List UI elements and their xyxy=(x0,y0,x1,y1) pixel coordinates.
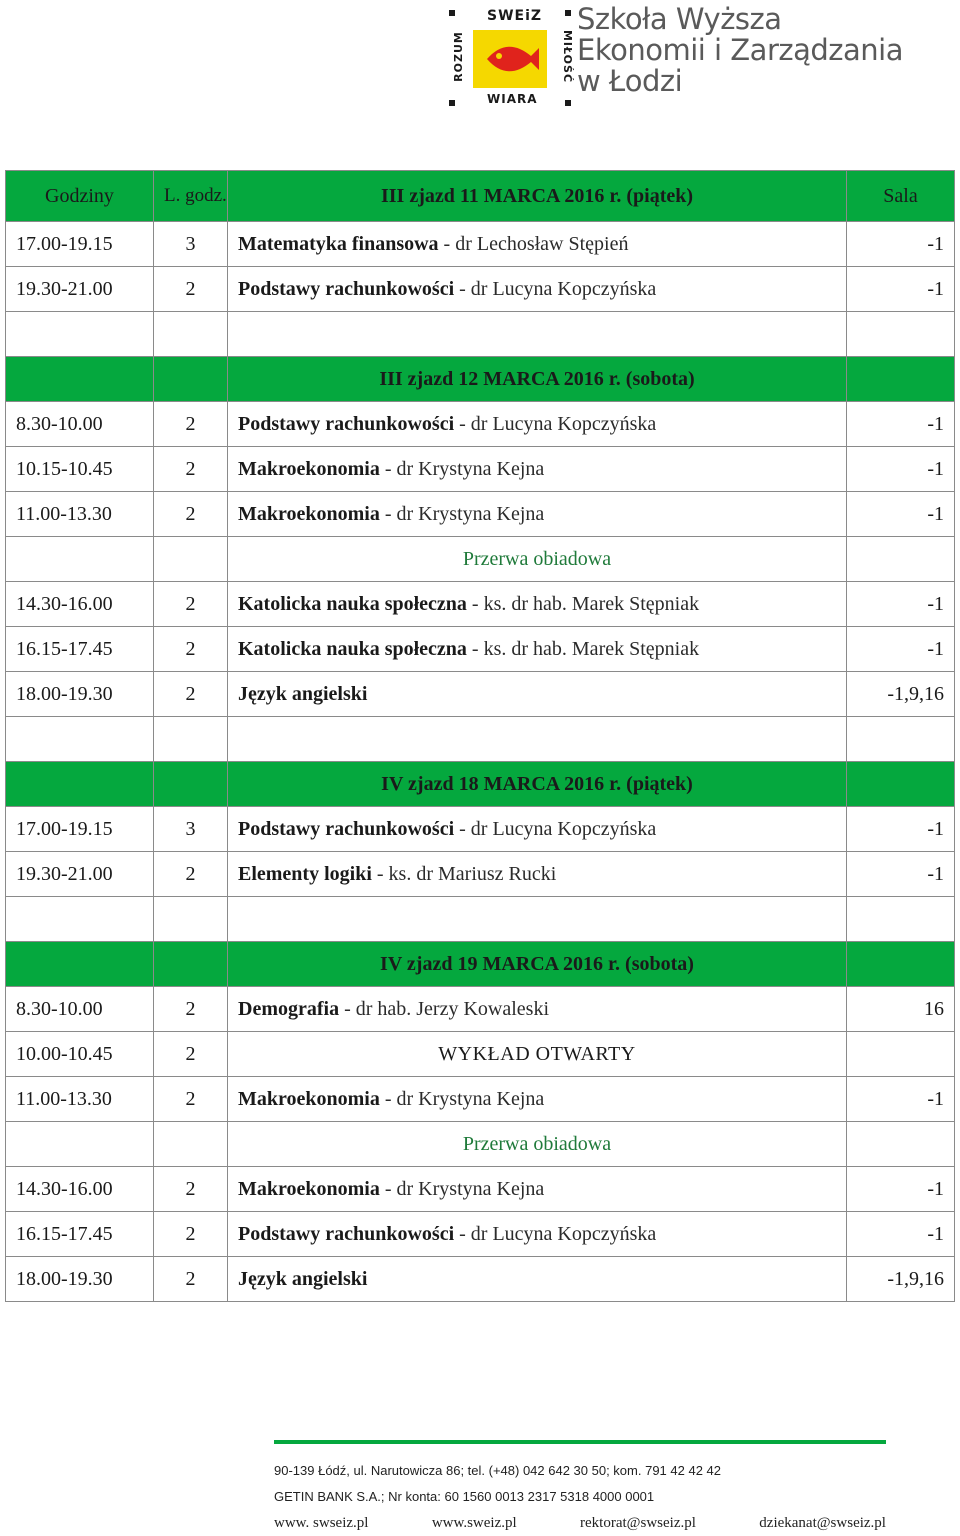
table-header-row xyxy=(6,171,955,222)
lecturer-name: - dr Lucyna Kopczyńska xyxy=(454,1222,657,1245)
header-title: III zjazd 11 MARCA 2016 r. (piątek) xyxy=(228,171,847,222)
time-cell: 10.00-10.45 xyxy=(6,1032,154,1077)
table-row xyxy=(6,1077,955,1122)
room-cell: -1 xyxy=(847,1212,955,1257)
room-cell: -1 xyxy=(847,222,955,267)
empty-cell xyxy=(6,537,154,582)
hours-count-cell: 3 xyxy=(154,807,228,852)
empty-cell xyxy=(6,357,154,402)
time-cell: 16.15-17.45 xyxy=(6,1212,154,1257)
room-cell: -1 xyxy=(847,807,955,852)
break-label: Przerwa obiadowa xyxy=(228,537,847,582)
subject-cell xyxy=(228,1257,847,1302)
hours-count-cell: 2 xyxy=(154,267,228,312)
spacer-row xyxy=(6,312,955,357)
time-cell: 18.00-19.30 xyxy=(6,1257,154,1302)
time-cell: 14.30-16.00 xyxy=(6,582,154,627)
subject-name: Podstawy rachunkowości xyxy=(238,412,455,435)
footer-bank: GETIN BANK S.A.; Nr konta: 60 1560 0013 2317 5318 4000 0001 xyxy=(274,1489,655,1504)
lecturer-name: - ks. dr hab. Marek Stępniak xyxy=(466,592,700,615)
empty-cell xyxy=(228,717,847,762)
hours-count-cell: 2 xyxy=(154,1032,228,1077)
subject-name: Matematyka finansowa xyxy=(238,232,439,255)
lecturer-name: - dr Krystyna Kejna xyxy=(379,502,545,525)
subject-name: Katolicka nauka społeczna xyxy=(238,592,467,615)
spacer-row xyxy=(6,897,955,942)
lecturer-name: - dr Lucyna Kopczyńska xyxy=(454,412,657,435)
footer xyxy=(274,1440,886,1536)
table-row xyxy=(6,447,955,492)
lecturer-name: - ks. dr hab. Marek Stępniak xyxy=(466,637,700,660)
subject-cell xyxy=(228,402,847,447)
session-title: III zjazd 12 MARCA 2016 r. (sobota) xyxy=(228,357,847,402)
subject-cell xyxy=(228,852,847,897)
empty-cell xyxy=(847,942,955,987)
table-row xyxy=(6,852,955,897)
empty-cell xyxy=(6,1122,154,1167)
empty-cell xyxy=(6,942,154,987)
hours-count-cell: 2 xyxy=(154,1077,228,1122)
empty-cell xyxy=(6,762,154,807)
table-row xyxy=(6,267,955,312)
lecturer-name: - dr Krystyna Kejna xyxy=(379,1087,545,1110)
subject-cell xyxy=(228,807,847,852)
empty-cell xyxy=(154,942,228,987)
session-header-row xyxy=(6,762,955,807)
open-lecture-row xyxy=(6,1032,955,1077)
time-cell: 19.30-21.00 xyxy=(6,852,154,897)
school-name-line-1: Szkoła Wyższa xyxy=(577,2,782,36)
footer-address: 90-139 Łódź, ul. Narutowicza 86; tel. (+48) 042 642 30 50; kom. 791 42 42 42 xyxy=(274,1463,721,1478)
empty-cell xyxy=(228,312,847,357)
time-cell: 8.30-10.00 xyxy=(6,987,154,1032)
header-room: Sala xyxy=(847,171,955,222)
table-row xyxy=(6,672,955,717)
room-cell: 16 xyxy=(847,987,955,1032)
schedule-table xyxy=(5,170,955,1302)
table-row xyxy=(6,627,955,672)
room-cell: -1 xyxy=(847,1077,955,1122)
subject-name: Podstawy rachunkowości xyxy=(238,817,455,840)
subject-cell xyxy=(228,672,847,717)
lecturer-name: - dr hab. Jerzy Kowaleski xyxy=(339,997,550,1020)
session-header-row xyxy=(6,942,955,987)
break-row xyxy=(6,1122,955,1167)
logo-bottom-word: WIARA xyxy=(487,92,538,106)
break-label: Przerwa obiadowa xyxy=(228,1122,847,1167)
footer-link-dziekanat[interactable]: dziekanat@swseiz.pl xyxy=(759,1515,886,1531)
hours-count-cell: 2 xyxy=(154,987,228,1032)
empty-cell xyxy=(6,717,154,762)
subject-name: Podstawy rachunkowości xyxy=(238,1222,455,1245)
session-title: IV zjazd 18 MARCA 2016 r. (piątek) xyxy=(228,762,847,807)
header-hours: Godziny xyxy=(6,171,154,222)
school-name-line-3: w Łodzi xyxy=(577,64,683,98)
time-cell: 11.00-13.30 xyxy=(6,492,154,537)
hours-count-cell: 3 xyxy=(154,222,228,267)
subject-cell xyxy=(228,447,847,492)
logo-left-word: ROZUM xyxy=(451,31,465,82)
subject-cell xyxy=(228,1077,847,1122)
time-cell: 11.00-13.30 xyxy=(6,1077,154,1122)
empty-cell xyxy=(154,897,228,942)
empty-cell xyxy=(154,537,228,582)
table-row xyxy=(6,222,955,267)
empty-cell xyxy=(154,357,228,402)
room-cell: -1,9,16 xyxy=(847,1257,955,1302)
table-row xyxy=(6,987,955,1032)
time-cell: 10.15-10.45 xyxy=(6,447,154,492)
school-name-line-2: Ekonomii i Zarządzania xyxy=(577,33,903,67)
lecturer-name: - dr Lucyna Kopczyńska xyxy=(454,817,657,840)
header-hours-count: L. godz. xyxy=(154,171,228,222)
subject-cell xyxy=(228,582,847,627)
subject-cell xyxy=(228,627,847,672)
subject-name: Język angielski xyxy=(238,682,368,705)
subject-name: Elementy logiki xyxy=(238,862,372,885)
hours-count-cell: 2 xyxy=(154,582,228,627)
empty-cell xyxy=(6,312,154,357)
empty-cell xyxy=(847,537,955,582)
subject-cell xyxy=(228,222,847,267)
session-header-row xyxy=(6,357,955,402)
lecturer-name: - dr Krystyna Kejna xyxy=(379,457,545,480)
footer-divider xyxy=(274,1440,886,1444)
time-cell: 19.30-21.00 xyxy=(6,267,154,312)
table-row xyxy=(6,582,955,627)
table-row xyxy=(6,402,955,447)
hours-count-cell: 2 xyxy=(154,447,228,492)
hours-count-cell: 2 xyxy=(154,1257,228,1302)
empty-cell xyxy=(847,312,955,357)
hours-count-cell: 2 xyxy=(154,1212,228,1257)
hours-count-cell: 2 xyxy=(154,1167,228,1212)
hours-count-cell: 2 xyxy=(154,492,228,537)
subject-cell xyxy=(228,267,847,312)
open-lecture-label: WYKŁAD OTWARTY xyxy=(228,1032,847,1077)
empty-cell xyxy=(154,1122,228,1167)
room-cell: -1 xyxy=(847,582,955,627)
subject-cell xyxy=(228,492,847,537)
hours-count-cell: 2 xyxy=(154,852,228,897)
spacer-row xyxy=(6,717,955,762)
empty-cell xyxy=(847,897,955,942)
time-cell: 18.00-19.30 xyxy=(6,672,154,717)
table-row xyxy=(6,1257,955,1302)
subject-name: Makroekonomia xyxy=(238,1177,380,1200)
empty-cell xyxy=(847,357,955,402)
subject-cell xyxy=(228,1167,847,1212)
table-row xyxy=(6,1167,955,1212)
logo-acronym: SWEiZ xyxy=(487,8,543,24)
room-cell: -1 xyxy=(847,267,955,312)
empty-cell xyxy=(154,312,228,357)
footer-links xyxy=(274,1510,886,1536)
lecturer-name: - dr Lucyna Kopczyńska xyxy=(454,277,657,300)
empty-cell xyxy=(6,897,154,942)
lecturer-name: - ks. dr Mariusz Rucki xyxy=(371,862,557,885)
empty-cell xyxy=(228,897,847,942)
logo-right-word: MIŁOŚĆ xyxy=(561,29,575,84)
empty-cell xyxy=(154,762,228,807)
time-cell: 8.30-10.00 xyxy=(6,402,154,447)
footer-link-www-1[interactable]: www. swseiz.pl xyxy=(274,1515,369,1531)
room-cell: -1 xyxy=(847,627,955,672)
lecturer-name: - dr Lechosław Stępień xyxy=(438,232,629,255)
table-row xyxy=(6,1212,955,1257)
footer-link-rektorat[interactable]: rektorat@swseiz.pl xyxy=(580,1515,696,1531)
subject-name: Język angielski xyxy=(238,1267,368,1290)
table-row xyxy=(6,807,955,852)
subject-cell xyxy=(228,1212,847,1257)
room-cell: -1 xyxy=(847,1167,955,1212)
hours-count-cell: 2 xyxy=(154,402,228,447)
subject-cell xyxy=(228,987,847,1032)
empty-cell xyxy=(847,717,955,762)
subject-name: Makroekonomia xyxy=(238,1087,380,1110)
room-cell: -1 xyxy=(847,402,955,447)
subject-name: Katolicka nauka społeczna xyxy=(238,637,467,660)
time-cell: 17.00-19.15 xyxy=(6,222,154,267)
time-cell: 16.15-17.45 xyxy=(6,627,154,672)
empty-cell xyxy=(154,717,228,762)
subject-name: Makroekonomia xyxy=(238,457,380,480)
hours-count-cell: 2 xyxy=(154,672,228,717)
subject-name: Podstawy rachunkowości xyxy=(238,277,455,300)
session-title: IV zjazd 19 MARCA 2016 r. (sobota) xyxy=(228,942,847,987)
empty-cell xyxy=(847,762,955,807)
time-cell: 17.00-19.15 xyxy=(6,807,154,852)
school-name xyxy=(577,4,957,97)
room-cell: -1 xyxy=(847,852,955,897)
break-row xyxy=(6,537,955,582)
footer-link-www-2[interactable]: www.sweiz.pl xyxy=(431,1515,517,1531)
hours-count-cell: 2 xyxy=(154,627,228,672)
subject-name: Demografia xyxy=(238,997,340,1020)
empty-cell xyxy=(847,1122,955,1167)
time-cell: 14.30-16.00 xyxy=(6,1167,154,1212)
empty-cell xyxy=(847,1032,955,1077)
room-cell: -1 xyxy=(847,492,955,537)
subject-name: Makroekonomia xyxy=(238,502,380,525)
lecturer-name: - dr Krystyna Kejna xyxy=(379,1177,545,1200)
table-row xyxy=(6,492,955,537)
room-cell: -1,9,16 xyxy=(847,672,955,717)
room-cell: -1 xyxy=(847,447,955,492)
